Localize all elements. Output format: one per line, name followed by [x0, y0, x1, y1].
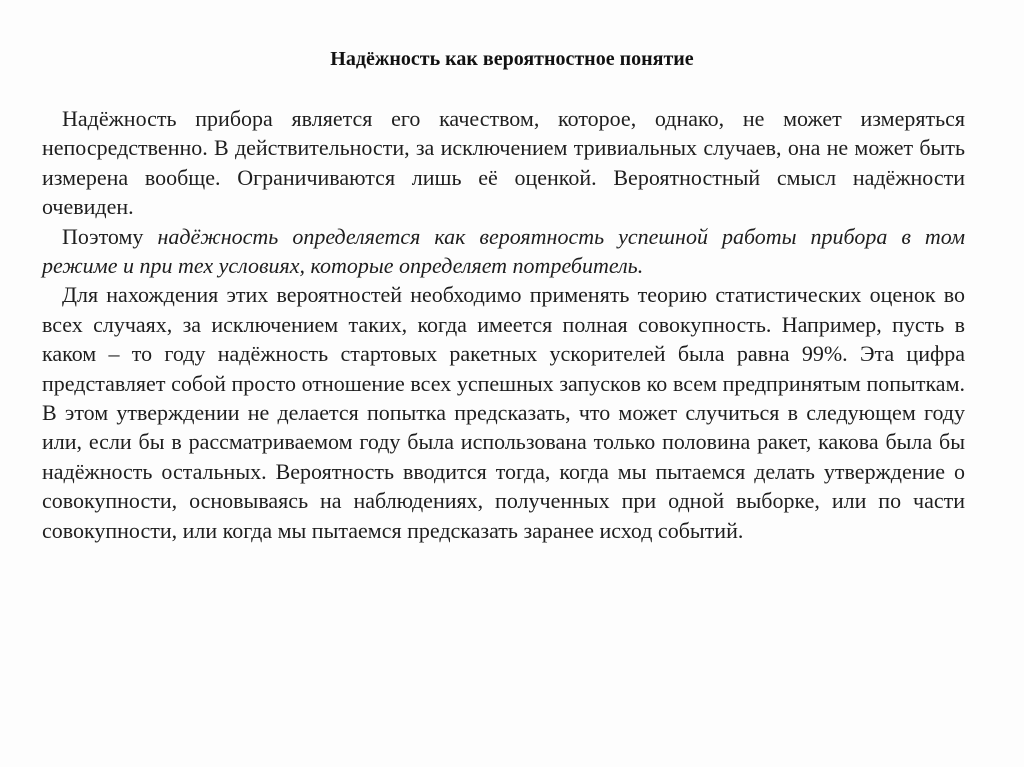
paragraph-2-lead: Поэтому	[62, 223, 158, 249]
paragraph-3: Для нахождения этих вероятностей необходимо применять теорию статистических оценок во всех случаях, за исключением таких, когда имеется полная совокупность. Например, пусть в каком – то году надёжность стартовых ракетных ускорителей была равна 99%. Эта цифра представляет собой просто отношение всех успешных запусков ко всем предпринятым попыткам. В этом утверждении не делается попытка предсказать, что может случиться в следующем году или, если бы в рассматриваемом году была использована только половина ракет, какова была бы надёжность остальных. Вероятность вводится тогда, когда мы пытаемся делать утверждение о совокупности, основываясь на наблюдениях, полученных при одной выборке, или по части совокупности, или когда мы пытаемся предсказать заранее исход событий.	[42, 282, 965, 543]
paragraph-1: Надёжность прибора является его качеством, которое, однако, не может измеряться непосредственно. В действительности, за исключением тривиальных случаев, она не может быть измерена вообще. Ограничиваются лишь её оценкой. Вероятностный смысл надёжности очевиден.	[42, 106, 965, 220]
slide-title: Надёжность как вероятностное понятие	[330, 48, 694, 70]
paragraph-2	[42, 222, 965, 281]
paragraph-2-definition: надёжность определяется как вероятность успешной работы прибора в том режиме и при тех условиях, которые определяет потребитель.	[42, 223, 965, 279]
slide-body	[42, 104, 965, 545]
